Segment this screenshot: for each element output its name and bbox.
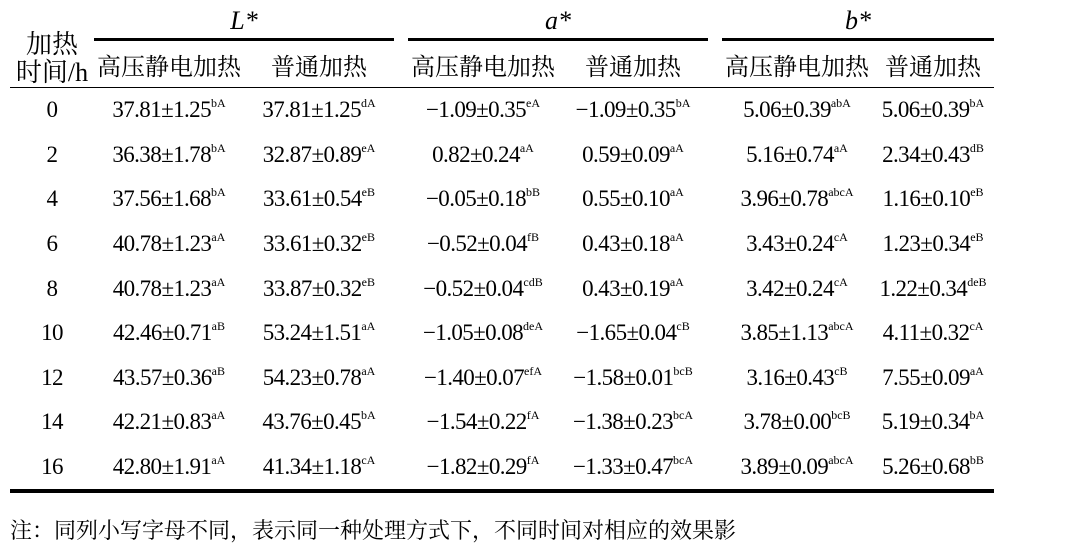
time-cell: 12: [41, 364, 63, 390]
value-cell: [408, 311, 558, 356]
value-text: 2.34±0.43: [882, 141, 970, 167]
value-text: 0.55±0.10: [582, 186, 670, 212]
significance-letters: aA: [361, 363, 376, 378]
significance-letters: aA: [669, 185, 684, 200]
significance-letters: deB: [967, 274, 987, 289]
value-text: 5.06±0.39: [881, 97, 970, 123]
value-text: 5.26±0.68: [882, 454, 970, 480]
value-text: 5.16±0.74: [746, 141, 834, 167]
value-text: −1.58±0.01: [573, 364, 674, 390]
value-cell: [722, 445, 872, 492]
table-row: [10, 88, 994, 133]
group-header-a: a*: [408, 0, 708, 40]
value-cell: [722, 400, 872, 445]
value-cell: [408, 222, 558, 267]
value-cell: [722, 133, 872, 178]
value-cell: [94, 356, 244, 401]
value-cell: [244, 311, 394, 356]
table-body: [10, 88, 994, 492]
value-cell: [872, 133, 994, 178]
value-cell: [408, 133, 558, 178]
significance-letters: bA: [360, 408, 376, 423]
value-text: 3.42±0.24: [746, 275, 834, 301]
significance-letters: eB: [361, 274, 375, 289]
group-header-l: L*: [94, 0, 394, 40]
significance-letters: aB: [211, 319, 225, 334]
value-text: −1.05±0.08: [422, 320, 524, 346]
value-cell: [244, 88, 394, 133]
value-cell: [722, 222, 872, 267]
value-cell: [408, 445, 558, 492]
significance-letters: cB: [834, 363, 848, 378]
value-text: 42.46±0.71: [113, 320, 212, 346]
significance-letters: efA: [524, 363, 543, 378]
value-text: 37.56±1.68: [112, 186, 211, 212]
value-cell: [722, 88, 872, 133]
table-footnote: 注：同列小写字母不同，表示同一种处理方式下，不同时间对相应的效果影: [10, 519, 737, 544]
table-row: [10, 311, 994, 356]
value-text: 3.89±0.09: [740, 454, 829, 480]
significance-letters: bA: [969, 96, 985, 111]
significance-letters: aA: [519, 140, 534, 155]
value-cell: [408, 266, 558, 311]
significance-letters: cA: [969, 319, 984, 334]
value-cell: [408, 88, 558, 133]
value-cell: [558, 133, 708, 178]
value-text: 32.87±0.89: [262, 141, 362, 167]
value-text: −1.33±0.47: [572, 454, 674, 480]
value-text: 33.61±0.54: [263, 186, 362, 212]
value-text: 53.24±1.51: [262, 320, 362, 346]
value-cell: [872, 266, 994, 311]
subheader-normal: 普通加热: [244, 40, 394, 88]
value-text: 5.06±0.39: [743, 97, 831, 123]
time-header-line1: 加热: [25, 30, 78, 59]
value-text: −1.40±0.07: [423, 364, 525, 390]
significance-letters: bcB: [831, 408, 851, 423]
subheader-hv: 高压静电加热: [94, 40, 244, 88]
significance-letters: aA: [669, 274, 684, 289]
value-cell: [722, 177, 872, 222]
value-text: 3.85±1.13: [740, 320, 829, 346]
value-text: 7.55±0.09: [882, 364, 970, 390]
significance-letters: cA: [833, 230, 848, 245]
value-text: −1.09±0.35: [575, 97, 676, 123]
value-text: 5.19±0.34: [881, 409, 970, 435]
value-cell: [558, 177, 708, 222]
significance-letters: deA: [523, 319, 544, 334]
time-cell: 10: [41, 320, 63, 346]
value-cell: [872, 177, 994, 222]
value-text: −1.54±0.22: [426, 409, 527, 435]
significance-letters: bB: [969, 453, 984, 468]
value-text: 43.76±0.45: [262, 409, 361, 435]
significance-letters: aA: [211, 453, 226, 468]
significance-letters: cB: [676, 319, 690, 334]
value-cell: [94, 445, 244, 492]
value-cell: [558, 266, 708, 311]
significance-letters: aA: [969, 363, 984, 378]
significance-letters: bA: [210, 185, 226, 200]
value-text: 42.80±1.91: [112, 454, 212, 480]
time-cell: 4: [46, 186, 58, 212]
value-cell: [872, 88, 994, 133]
significance-letters: eA: [526, 96, 541, 111]
color-data-table: [10, 0, 994, 493]
value-text: 37.81±1.25: [112, 97, 211, 123]
significance-letters: eA: [361, 140, 376, 155]
value-cell: [558, 400, 708, 445]
value-text: −1.82±0.29: [426, 454, 527, 480]
value-text: 0.59±0.09: [582, 141, 670, 167]
significance-letters: eB: [970, 230, 984, 245]
value-text: 3.43±0.24: [746, 231, 834, 257]
value-cell: [244, 445, 394, 492]
significance-letters: aA: [669, 140, 684, 155]
subheader-hv: 高压静电加热: [408, 40, 558, 88]
value-text: 33.87±0.32: [263, 275, 362, 301]
value-cell: [94, 311, 244, 356]
significance-letters: bA: [210, 96, 226, 111]
value-text: 3.96±0.78: [740, 186, 829, 212]
value-text: 40.78±1.23: [112, 275, 212, 301]
significance-letters: cA: [361, 453, 376, 468]
table-row: [10, 445, 994, 492]
value-text: −0.05±0.18: [425, 186, 527, 212]
group-header-b: b*: [722, 0, 994, 40]
significance-letters: dA: [360, 96, 376, 111]
value-cell: [244, 266, 394, 311]
significance-letters: aA: [211, 408, 226, 423]
value-cell: [722, 266, 872, 311]
subheader-hv: 高压静电加热: [722, 40, 872, 88]
time-cell: 16: [10, 445, 94, 492]
significance-letters: aA: [211, 274, 226, 289]
table-row: [10, 266, 994, 311]
value-cell: [94, 222, 244, 267]
value-text: −1.65±0.04: [576, 320, 677, 346]
value-cell: [244, 133, 394, 178]
value-cell: [94, 88, 244, 133]
significance-letters: abcA: [828, 453, 854, 468]
value-text: 37.81±1.25: [262, 97, 361, 123]
value-cell: [94, 133, 244, 178]
value-cell: [558, 88, 708, 133]
value-cell: [722, 311, 872, 356]
time-cell: 0: [46, 97, 58, 123]
value-cell: [408, 356, 558, 401]
table-row: [10, 177, 994, 222]
significance-letters: aA: [211, 230, 226, 245]
value-text: 36.38±1.78: [112, 141, 211, 167]
table-row: [10, 222, 994, 267]
significance-letters: bcB: [673, 363, 693, 378]
significance-letters: bcA: [673, 453, 694, 468]
value-text: −1.09±0.35: [425, 97, 527, 123]
value-cell: [558, 311, 708, 356]
value-cell: [244, 177, 394, 222]
significance-letters: cA: [833, 274, 848, 289]
significance-letters: bA: [675, 96, 691, 111]
significance-letters: dB: [969, 140, 984, 155]
value-cell: [244, 356, 394, 401]
significance-letters: cdB: [523, 274, 543, 289]
value-text: 0.43±0.19: [582, 275, 670, 301]
table-row: [10, 400, 994, 445]
value-cell: [558, 222, 708, 267]
significance-letters: aA: [833, 140, 848, 155]
value-cell: [94, 266, 244, 311]
significance-letters: abcA: [828, 319, 854, 334]
value-text: 1.16±0.10: [882, 186, 971, 212]
value-text: 42.21±0.83: [112, 409, 212, 435]
value-text: −0.52±0.04: [426, 231, 528, 257]
value-text: 33.61±0.32: [263, 231, 362, 257]
time-header-line2: 时间/h: [15, 58, 89, 87]
value-cell: [872, 311, 994, 356]
value-cell: [408, 177, 558, 222]
value-text: 3.78±0.00: [743, 409, 832, 435]
significance-letters: aB: [211, 363, 225, 378]
subheader-normal: 普通加热: [872, 40, 994, 88]
value-text: 1.23±0.34: [882, 231, 971, 257]
time-cell: 8: [46, 275, 58, 301]
significance-letters: bcA: [673, 408, 694, 423]
subheader-normal: 普通加热: [558, 40, 708, 88]
value-cell: [872, 356, 994, 401]
value-cell: [94, 177, 244, 222]
significance-letters: bB: [526, 185, 541, 200]
significance-letters: fA: [526, 453, 540, 468]
significance-letters: eB: [361, 185, 375, 200]
table-row: [10, 133, 994, 178]
value-cell: [244, 400, 394, 445]
value-text: 0.43±0.18: [582, 231, 670, 257]
value-cell: [558, 356, 708, 401]
value-text: 54.23±0.78: [262, 364, 362, 390]
value-text: 43.57±0.36: [113, 364, 212, 390]
value-cell: [558, 445, 708, 492]
value-cell: [244, 222, 394, 267]
value-cell: [722, 356, 872, 401]
value-text: 3.16±0.43: [746, 364, 835, 390]
value-cell: [872, 445, 994, 492]
value-text: 40.78±1.23: [112, 231, 212, 257]
significance-letters: bA: [210, 140, 226, 155]
value-cell: [94, 400, 244, 445]
table-row: [10, 356, 994, 401]
value-cell: [408, 400, 558, 445]
significance-letters: fB: [527, 230, 540, 245]
significance-letters: bA: [969, 408, 985, 423]
value-cell: [872, 400, 994, 445]
value-text: 4.11±0.32: [882, 320, 970, 346]
time-cell: 2: [46, 141, 58, 167]
value-cell: [872, 222, 994, 267]
significance-letters: eB: [970, 185, 984, 200]
time-cell: 6: [46, 231, 58, 257]
significance-letters: fA: [526, 408, 540, 423]
significance-letters: abA: [830, 96, 851, 111]
value-text: 0.82±0.24: [432, 141, 520, 167]
significance-letters: abcA: [828, 185, 854, 200]
value-text: 1.22±0.34: [879, 275, 968, 301]
significance-letters: eB: [361, 230, 375, 245]
significance-letters: aA: [361, 319, 376, 334]
value-text: −0.52±0.04: [423, 275, 524, 301]
value-text: −1.38±0.23: [572, 409, 674, 435]
time-cell: 14: [41, 409, 63, 435]
value-text: 41.34±1.18: [262, 454, 362, 480]
significance-letters: aA: [669, 230, 684, 245]
time-header: [10, 0, 94, 88]
